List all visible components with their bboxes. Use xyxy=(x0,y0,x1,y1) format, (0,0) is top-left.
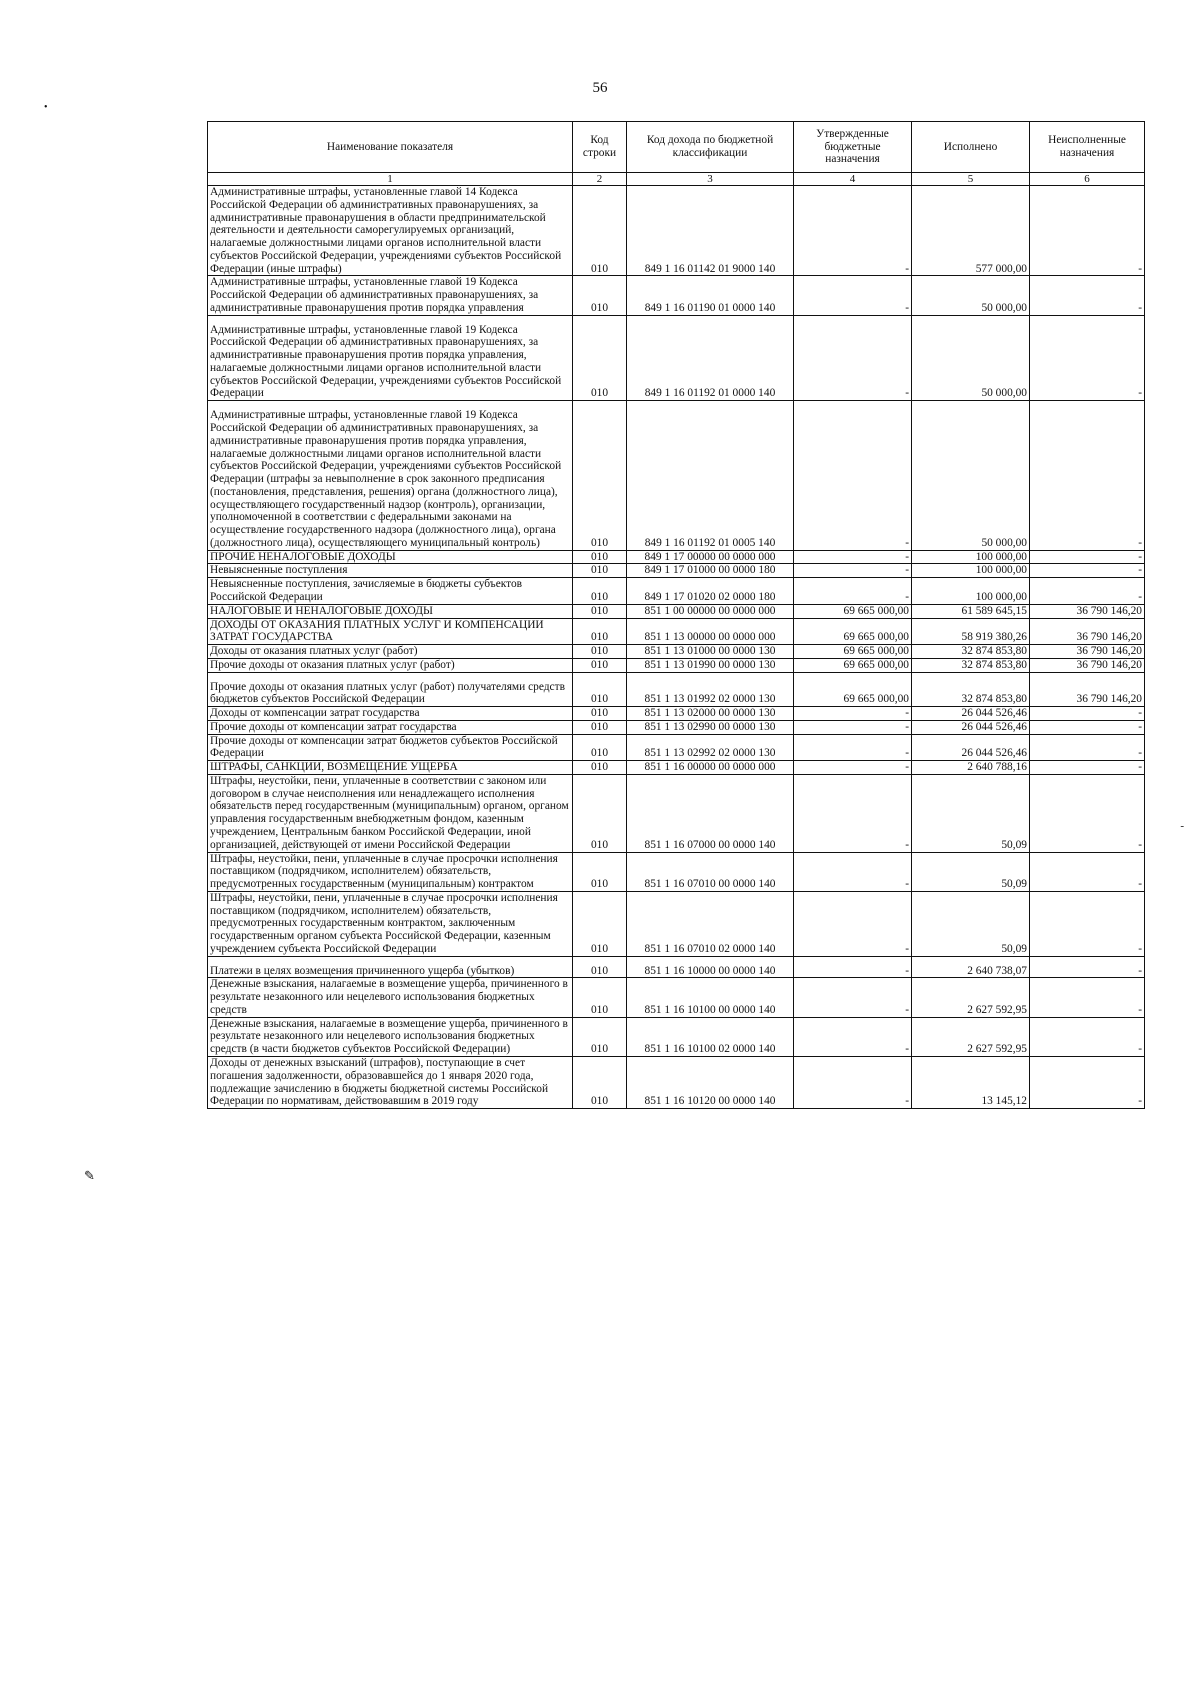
row-unexecuted-cell: 36 790 146,20 xyxy=(1030,672,1145,707)
row-kbk-cell: 851 1 16 07010 00 0000 140 xyxy=(627,852,794,891)
row-name-cell: Штрафы, неустойки, пени, уплаченные в случае просрочки исполнения поставщиком (подрядчиком, исполнителем) обязательств, предусмотренных государственным контрактом, заключенным государственным органом субъекта Российской Федерации, казенным учреждением субъекта Российской Федерации xyxy=(208,891,573,956)
row-unexecuted-cell: 36 790 146,20 xyxy=(1030,645,1145,659)
row-code-cell: 010 xyxy=(573,186,627,276)
row-kbk-cell: 849 1 16 01192 01 0000 140 xyxy=(627,315,794,401)
row-unexecuted-cell: - xyxy=(1030,774,1145,852)
row-kbk-cell: 849 1 17 01020 02 0000 180 xyxy=(627,578,794,605)
row-unexecuted-cell: - xyxy=(1030,761,1145,775)
row-code-cell: 010 xyxy=(573,852,627,891)
row-approved-cell: - xyxy=(794,315,912,401)
row-unexecuted-cell: - xyxy=(1030,852,1145,891)
row-unexecuted-cell: - xyxy=(1030,564,1145,578)
row-kbk-cell: 851 1 16 10120 00 0000 140 xyxy=(627,1057,794,1109)
table-row xyxy=(208,618,1145,645)
row-code-cell: 010 xyxy=(573,1017,627,1056)
row-approved-cell: - xyxy=(794,564,912,578)
row-code-cell: 010 xyxy=(573,645,627,659)
row-code-cell: 010 xyxy=(573,707,627,721)
row-approved-cell: - xyxy=(794,401,912,550)
row-kbk-cell: 851 1 16 07000 00 0000 140 xyxy=(627,774,794,852)
row-approved-cell: 69 665 000,00 xyxy=(794,618,912,645)
col-header-name: Наименование показателя xyxy=(208,122,573,173)
row-unexecuted-cell: - xyxy=(1030,550,1145,564)
row-executed-cell: 2 640 788,16 xyxy=(912,761,1030,775)
table-body xyxy=(208,186,1145,1109)
col-number: 6 xyxy=(1030,173,1145,186)
row-kbk-cell: 849 1 16 01192 01 0005 140 xyxy=(627,401,794,550)
table-row xyxy=(208,401,1145,550)
revenue-execution-table xyxy=(207,121,1145,1109)
row-unexecuted-cell: - xyxy=(1030,891,1145,956)
row-executed-cell: 58 919 380,26 xyxy=(912,618,1030,645)
row-executed-cell: 50 000,00 xyxy=(912,276,1030,315)
row-name-cell: Денежные взыскания, налагаемые в возмещение ущерба, причиненного в результате незаконного или нецелевого использования бюджетных средств (в части бюджетов субъектов Российской Федерации) xyxy=(208,1017,573,1056)
scan-speck: ✎ xyxy=(84,1168,95,1183)
row-approved-cell: - xyxy=(794,761,912,775)
table-row xyxy=(208,672,1145,707)
row-code-cell: 010 xyxy=(573,1057,627,1109)
table-row xyxy=(208,707,1145,721)
row-unexecuted-cell: - xyxy=(1030,1017,1145,1056)
row-name-cell: Доходы от оказания платных услуг (работ) xyxy=(208,645,573,659)
row-name-cell: Административные штрафы, установленные главой 19 Кодекса Российской Федерации об административных правонарушениях, за административные правонарушения против порядка управления, налагаемые должностными лицами органов исполнительной власти субъектов Российской Федерации, учреждениями субъектов Российской Федерации xyxy=(208,315,573,401)
row-name-cell: Штрафы, неустойки, пени, уплаченные в случае просрочки исполнения поставщиком (подрядчиком, исполнителем) обязательств, предусмотренных государственным (муниципальным) контрактом xyxy=(208,852,573,891)
row-unexecuted-cell: - xyxy=(1030,978,1145,1017)
row-name-cell: Денежные взыскания, налагаемые в возмещение ущерба, причиненного в результате незаконного или нецелевого использования бюджетных средств xyxy=(208,978,573,1017)
row-approved-cell: - xyxy=(794,734,912,761)
table-row xyxy=(208,852,1145,891)
row-code-cell: 010 xyxy=(573,564,627,578)
table-row xyxy=(208,564,1145,578)
row-code-cell: 010 xyxy=(573,734,627,761)
row-code-cell: 010 xyxy=(573,550,627,564)
row-executed-cell: 61 589 645,15 xyxy=(912,604,1030,618)
row-kbk-cell: 849 1 16 01142 01 9000 140 xyxy=(627,186,794,276)
page-number: 56 xyxy=(592,80,608,96)
table-header-row xyxy=(208,122,1145,173)
row-approved-cell: 69 665 000,00 xyxy=(794,658,912,672)
row-name-cell: Административные штрафы, установленные главой 19 Кодекса Российской Федерации об административных правонарушениях, за административные правонарушения против порядка управления, налагаемые должностными лицами органов исполнительной власти субъектов Российской Федерации, учреждениями субъектов Российской Федерации (штрафы за невыполнение в срок законного предписания (постановления, представления, решения) органа (должностного лица), осуществляющего государственный надзор (контроль), организации, уполномоченной в соответствии с федеральными законами на осуществление государственного надзора (должностного лица), органа (должностного лица), осуществляющего муниципальный контроль) xyxy=(208,401,573,550)
row-executed-cell: 100 000,00 xyxy=(912,564,1030,578)
row-approved-cell: - xyxy=(794,978,912,1017)
row-executed-cell: 26 044 526,46 xyxy=(912,707,1030,721)
row-approved-cell: - xyxy=(794,956,912,978)
row-unexecuted-cell: - xyxy=(1030,707,1145,721)
row-unexecuted-cell: 36 790 146,20 xyxy=(1030,604,1145,618)
row-name-cell: Прочие доходы от компенсации затрат бюджетов субъектов Российской Федерации xyxy=(208,734,573,761)
table-row xyxy=(208,186,1145,276)
row-kbk-cell: 851 1 13 01000 00 0000 130 xyxy=(627,645,794,659)
row-executed-cell: 577 000,00 xyxy=(912,186,1030,276)
row-code-cell: 010 xyxy=(573,672,627,707)
row-code-cell: 010 xyxy=(573,276,627,315)
row-code-cell: 010 xyxy=(573,774,627,852)
scan-speck: • xyxy=(44,102,48,113)
row-approved-cell: - xyxy=(794,774,912,852)
row-kbk-cell: 851 1 16 10100 02 0000 140 xyxy=(627,1017,794,1056)
row-approved-cell: - xyxy=(794,186,912,276)
row-executed-cell: 13 145,12 xyxy=(912,1057,1030,1109)
row-approved-cell: - xyxy=(794,276,912,315)
table-row xyxy=(208,1017,1145,1056)
row-kbk-cell: 851 1 00 00000 00 0000 000 xyxy=(627,604,794,618)
table-row xyxy=(208,1057,1145,1109)
row-unexecuted-cell: - xyxy=(1030,186,1145,276)
col-number: 5 xyxy=(912,173,1030,186)
table-row xyxy=(208,978,1145,1017)
row-approved-cell: - xyxy=(794,891,912,956)
row-approved-cell: 69 665 000,00 xyxy=(794,645,912,659)
row-name-cell: Прочие доходы от оказания платных услуг (работ) получателями средств бюджетов субъектов Российской Федерации xyxy=(208,672,573,707)
row-kbk-cell: 851 1 16 00000 00 0000 000 xyxy=(627,761,794,775)
row-executed-cell: 2 627 592,95 xyxy=(912,978,1030,1017)
row-executed-cell: 50 000,00 xyxy=(912,315,1030,401)
row-unexecuted-cell: - xyxy=(1030,401,1145,550)
table-row xyxy=(208,604,1145,618)
row-code-cell: 010 xyxy=(573,658,627,672)
row-executed-cell: 26 044 526,46 xyxy=(912,734,1030,761)
row-executed-cell: 2 627 592,95 xyxy=(912,1017,1030,1056)
row-unexecuted-cell: 36 790 146,20 xyxy=(1030,618,1145,645)
row-code-cell: 010 xyxy=(573,604,627,618)
row-name-cell: НАЛОГОВЫЕ И НЕНАЛОГОВЫЕ ДОХОДЫ xyxy=(208,604,573,618)
row-unexecuted-cell: - xyxy=(1030,315,1145,401)
row-approved-cell: - xyxy=(794,1017,912,1056)
row-kbk-cell: 851 1 16 10000 00 0000 140 xyxy=(627,956,794,978)
scan-speck: - xyxy=(1180,820,1184,832)
col-number: 4 xyxy=(794,173,912,186)
table-row xyxy=(208,761,1145,775)
row-approved-cell: - xyxy=(794,578,912,605)
col-header-kbk: Код дохода по бюджетной классификации xyxy=(627,122,794,173)
table-row xyxy=(208,956,1145,978)
table-row xyxy=(208,550,1145,564)
table-row xyxy=(208,276,1145,315)
row-code-cell: 010 xyxy=(573,720,627,734)
row-code-cell: 010 xyxy=(573,315,627,401)
column-number-row xyxy=(208,173,1145,186)
row-executed-cell: 50,09 xyxy=(912,891,1030,956)
row-name-cell: ДОХОДЫ ОТ ОКАЗАНИЯ ПЛАТНЫХ УСЛУГ И КОМПЕНСАЦИИ ЗАТРАТ ГОСУДАРСТВА xyxy=(208,618,573,645)
row-name-cell: Доходы от компенсации затрат государства xyxy=(208,707,573,721)
row-code-cell: 010 xyxy=(573,618,627,645)
row-approved-cell: 69 665 000,00 xyxy=(794,672,912,707)
row-approved-cell: - xyxy=(794,852,912,891)
row-unexecuted-cell: 36 790 146,20 xyxy=(1030,658,1145,672)
row-kbk-cell: 851 1 16 10100 00 0000 140 xyxy=(627,978,794,1017)
row-kbk-cell: 849 1 16 01190 01 0000 140 xyxy=(627,276,794,315)
row-code-cell: 010 xyxy=(573,978,627,1017)
row-code-cell: 010 xyxy=(573,956,627,978)
row-kbk-cell: 851 1 16 07010 02 0000 140 xyxy=(627,891,794,956)
row-approved-cell: - xyxy=(794,720,912,734)
table-row xyxy=(208,720,1145,734)
table-row xyxy=(208,891,1145,956)
row-kbk-cell: 851 1 13 01992 02 0000 130 xyxy=(627,672,794,707)
row-executed-cell: 50 000,00 xyxy=(912,401,1030,550)
row-executed-cell: 32 874 853,80 xyxy=(912,658,1030,672)
row-unexecuted-cell: - xyxy=(1030,276,1145,315)
row-executed-cell: 32 874 853,80 xyxy=(912,672,1030,707)
row-approved-cell: - xyxy=(794,1057,912,1109)
row-executed-cell: 100 000,00 xyxy=(912,550,1030,564)
row-code-cell: 010 xyxy=(573,578,627,605)
row-kbk-cell: 851 1 13 02990 00 0000 130 xyxy=(627,720,794,734)
table-row xyxy=(208,315,1145,401)
col-number: 3 xyxy=(627,173,794,186)
row-executed-cell: 50,09 xyxy=(912,774,1030,852)
row-name-cell: Административные штрафы, установленные главой 14 Кодекса Российской Федерации об административных правонарушениях, за административные правонарушения в области предпринимательской деятельности и деятельности саморегулируемых организаций, налагаемые должностными лицами органов исполнительной власти субъектов Российской Федерации, учреждениями субъектов Российской Федерации (иные штрафы) xyxy=(208,186,573,276)
row-executed-cell: 26 044 526,46 xyxy=(912,720,1030,734)
col-header-unexecuted: Неисполненные назначения xyxy=(1030,122,1145,173)
row-name-cell: Невыясненные поступления xyxy=(208,564,573,578)
table-row xyxy=(208,658,1145,672)
row-approved-cell: - xyxy=(794,550,912,564)
col-number: 1 xyxy=(208,173,573,186)
row-unexecuted-cell: - xyxy=(1030,1057,1145,1109)
col-header-approved: Утвержденные бюджетные назначения xyxy=(794,122,912,173)
table-row xyxy=(208,774,1145,852)
row-executed-cell: 50,09 xyxy=(912,852,1030,891)
row-name-cell: ШТРАФЫ, САНКЦИИ, ВОЗМЕЩЕНИЕ УЩЕРБА xyxy=(208,761,573,775)
row-name-cell: Прочие доходы от оказания платных услуг (работ) xyxy=(208,658,573,672)
row-kbk-cell: 851 1 13 02000 00 0000 130 xyxy=(627,707,794,721)
row-code-cell: 010 xyxy=(573,401,627,550)
col-number: 2 xyxy=(573,173,627,186)
row-name-cell: Штрафы, неустойки, пени, уплаченные в соответствии с законом или договором в случае неисполнения или ненадлежащего исполнения обязательств перед государственным (муниципальным) органом, органом управления государственным внебюджетным фондом, казенным учреждением, Центральным банком Российской Федерации, иной организацией, действующей от имени Российской Федерации xyxy=(208,774,573,852)
row-kbk-cell: 849 1 17 01000 00 0000 180 xyxy=(627,564,794,578)
table-row xyxy=(208,578,1145,605)
row-executed-cell: 2 640 738,07 xyxy=(912,956,1030,978)
row-name-cell: ПРОЧИЕ НЕНАЛОГОВЫЕ ДОХОДЫ xyxy=(208,550,573,564)
row-unexecuted-cell: - xyxy=(1030,956,1145,978)
row-executed-cell: 100 000,00 xyxy=(912,578,1030,605)
col-header-code: Код строки xyxy=(573,122,627,173)
row-unexecuted-cell: - xyxy=(1030,720,1145,734)
row-code-cell: 010 xyxy=(573,761,627,775)
row-name-cell: Прочие доходы от компенсации затрат государства xyxy=(208,720,573,734)
row-unexecuted-cell: - xyxy=(1030,734,1145,761)
row-name-cell: Доходы от денежных взысканий (штрафов), поступающие в счет погашения задолженности, образовавшейся до 1 января 2020 года, подлежащие зачислению в бюджеты бюджетной системы Российской Федерации по нормативам, действовавшим в 2019 году xyxy=(208,1057,573,1109)
table-row xyxy=(208,734,1145,761)
table-row xyxy=(208,645,1145,659)
col-header-executed: Исполнено xyxy=(912,122,1030,173)
row-approved-cell: - xyxy=(794,707,912,721)
row-kbk-cell: 849 1 17 00000 00 0000 000 xyxy=(627,550,794,564)
row-name-cell: Административные штрафы, установленные главой 19 Кодекса Российской Федерации об административных правонарушениях, за административные правонарушения против порядка управления xyxy=(208,276,573,315)
row-code-cell: 010 xyxy=(573,891,627,956)
row-name-cell: Платежи в целях возмещения причиненного ущерба (убытков) xyxy=(208,956,573,978)
row-kbk-cell: 851 1 13 00000 00 0000 000 xyxy=(627,618,794,645)
row-approved-cell: 69 665 000,00 xyxy=(794,604,912,618)
row-executed-cell: 32 874 853,80 xyxy=(912,645,1030,659)
row-unexecuted-cell: - xyxy=(1030,578,1145,605)
row-kbk-cell: 851 1 13 01990 00 0000 130 xyxy=(627,658,794,672)
row-name-cell: Невыясненные поступления, зачисляемые в бюджеты субъектов Российской Федерации xyxy=(208,578,573,605)
row-kbk-cell: 851 1 13 02992 02 0000 130 xyxy=(627,734,794,761)
